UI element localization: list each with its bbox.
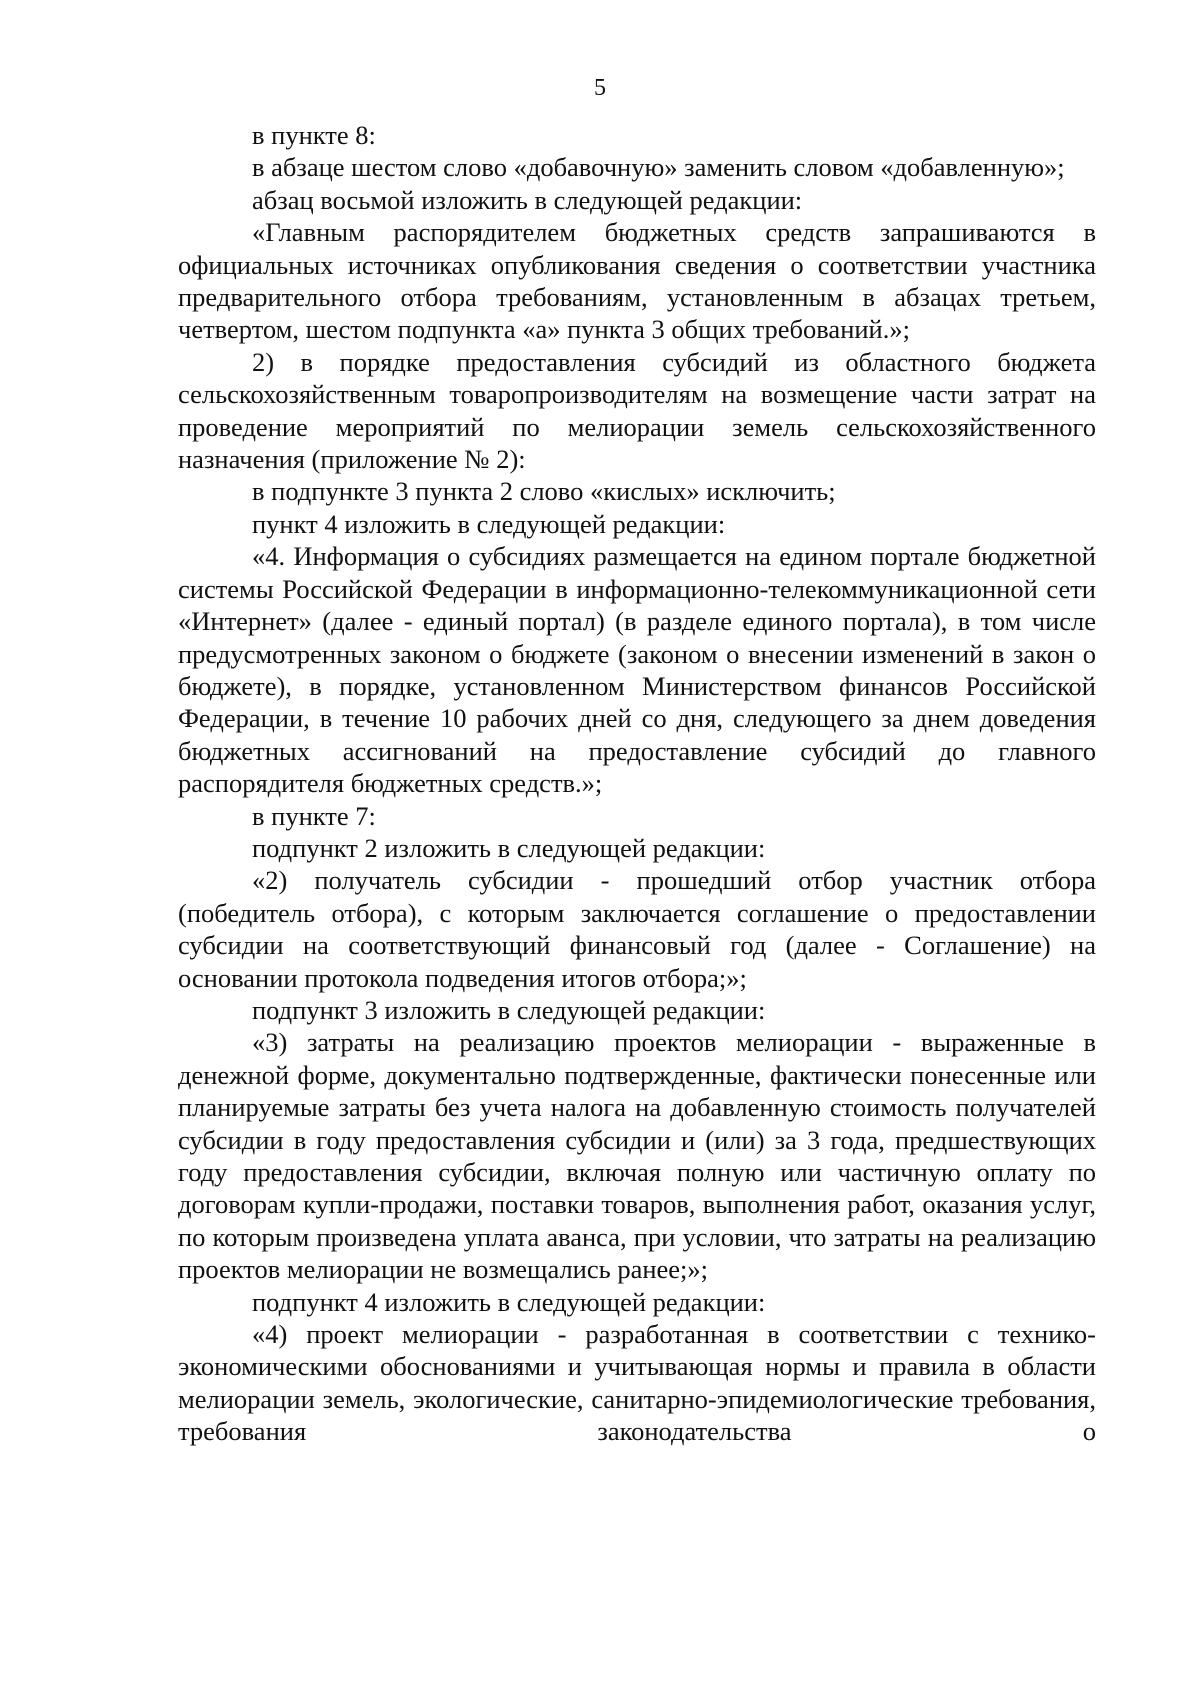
paragraph: 2) в порядке предоставления субсидий из областного бюджета сельскохозяйственным товаропроизводителям на возмещение части затрат на проведение мероприятий по мелиорации земель сельскохозяйственного назначения (приложение № 2): [178,346,1096,475]
paragraph: в пункте 8: [252,120,376,150]
paragraph: «4) проект мелиорации - разработанная в соответствии с технико-экономическими обоснованиями и учитывающая нормы и правила в области мелиорации земель, экологические, санитарно-эпидемиологические требования, требования законодательства о [178,1319,1096,1447]
paragraph: абзац восьмой изложить в следующей редакции: [252,184,803,215]
paragraph: «4. Информация о субсидиях размещается на едином портале бюджетной системы Российской Федерации в информационно-телекоммуникационной сети «Интернет» (далее - единый портал) (в разделе единого портала), в том числе предусмотренных законом о бюджете (законом о внесении изменений в закон о бюджете), в порядке, установленном Министерством финансов Российской Федерации, в течение 10 рабочих дней со дня, следующего за днем доведения бюджетных ассигнований на предоставление субсидий до главного распорядителя бюджетных средств.»; [178,541,1096,799]
paragraph: «Главным распорядителем бюджетных средств запрашиваются в официальных источниках опубликования сведения о соответствии участника предварительного отбора требованиям, установленным в абзацах третьем, четвертом, шестом подпункта «а» пункта 3 общих требований.»; [178,217,1096,345]
paragraph: подпункт 4 изложить в следующей редакции: [252,1286,766,1317]
paragraph: в подпункте 3 пункта 2 слово «кислых» исключить; [252,476,836,507]
paragraph: пункт 4 изложить в следующей редакции: [252,508,726,539]
paragraph: подпункт 2 изложить в следующей редакции: [252,832,766,863]
paragraph: в пункте 7: [252,800,376,831]
paragraph: «3) затраты на реализацию проектов мелиорации - выраженные в денежной форме, документально подтвержденные, фактически понесенные или планируемые затраты без учета налога на добавленную стоимость получателей субсидии в году предоставления субсидии и (или) за 3 года, предшествующих году предоставления субсидии, включая полную или частичную оплату по договорам купли-продажи, поставки товаров, выполнения работ, оказания услуг, по которым произведена уплата аванса, при условии, что затраты на реализацию проектов мелиорации не возмещались ранее;»; [178,1027,1096,1285]
paragraph: подпункт 3 изложить в следующей редакции: [252,994,766,1025]
document-body [178,119,1096,1448]
paragraph: в абзаце шестом слово «добавочную» заменить словом «добавленную»; [252,152,1065,183]
paragraph: «2) получатель субсидии - прошедший отбор участник отбора (победитель отбора), с которым заключается соглашение о предоставлении субсидии на соответствующий финансовый год (далее - Соглашение) на основании протокола подведения итогов отбора;»; [178,865,1096,993]
page-number: 5 [594,75,606,101]
